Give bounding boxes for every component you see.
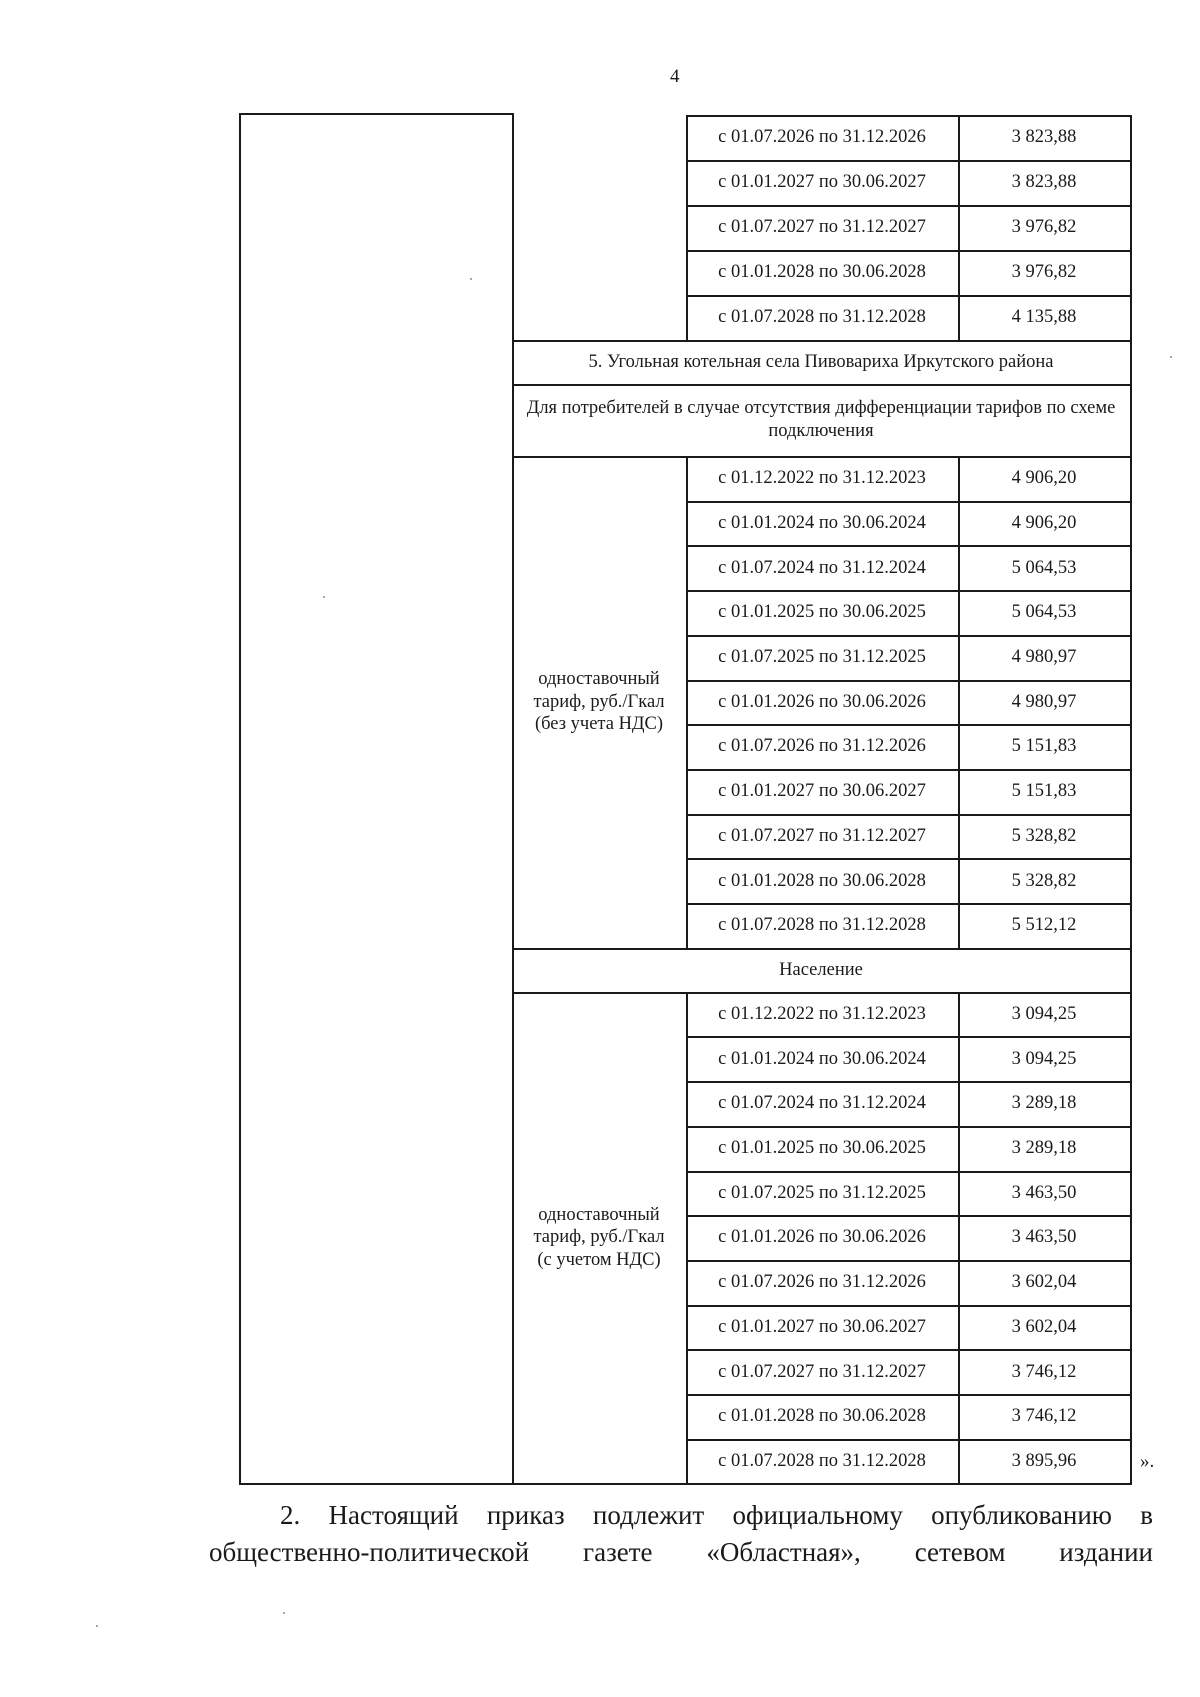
period-cell: с 01.01.2024 по 30.06.2024 [718, 1048, 926, 1069]
period-cell: с 01.07.2026 по 31.12.2026 [718, 736, 926, 757]
value-cell: 3 094,25 [1011, 1048, 1077, 1069]
period-cell: с 01.07.2028 по 31.12.2028 [718, 1450, 926, 1471]
value-cell: 5 151,83 [1011, 736, 1077, 757]
right-border [1130, 384, 1132, 456]
population-heading: Население [779, 959, 863, 980]
period-cell: с 01.01.2026 по 30.06.2026 [718, 1227, 926, 1248]
paragraph-2 [209, 1497, 1153, 1571]
consumers-heading: Для потребителей в случае отсутствия дифференциации тарифов по схеме подключения [526, 397, 1116, 441]
period-cell: с 01.01.2027 по 30.06.2027 [718, 781, 926, 802]
paragraph-line-1: 2. Настоящий приказ подлежит официальному опубликованию в [280, 1500, 1153, 1531]
right-border [1130, 948, 1132, 992]
scan-speck [1170, 356, 1172, 358]
period-cell: с 01.01.2025 по 30.06.2025 [718, 602, 926, 623]
period-cell: с 01.07.2027 по 31.12.2027 [718, 825, 926, 846]
period-cell: с 01.01.2028 по 30.06.2028 [718, 1406, 926, 1427]
scan-speck [470, 278, 472, 280]
bottom-border [239, 1483, 686, 1485]
period-cell: с 01.01.2028 по 30.06.2028 [718, 870, 926, 891]
period-cell: с 01.01.2025 по 30.06.2025 [718, 1138, 926, 1159]
right-border [1130, 992, 1132, 1484]
value-cell: 3 746,12 [1011, 1361, 1077, 1382]
period-cell: с 01.01.2028 по 30.06.2028 [718, 262, 926, 283]
tariff-label [512, 992, 686, 1484]
value-cell: 3 976,82 [1011, 217, 1077, 238]
paragraph-line-2: общественно-политической газете «Областная», сетевом издании [209, 1537, 1153, 1568]
scan-speck [323, 596, 325, 598]
tariff-label-line: одноставочный [538, 1204, 660, 1225]
value-cell: 3 976,82 [1011, 262, 1077, 283]
tariff-label-line: одноставочный [538, 669, 660, 689]
value-cell: 3 094,25 [1011, 1003, 1077, 1024]
value-cell: 5 064,53 [1011, 602, 1077, 623]
value-cell: 3 289,18 [1011, 1093, 1077, 1114]
value-cell: 4 135,88 [1011, 307, 1077, 328]
period-cell: с 01.01.2026 по 30.06.2026 [718, 691, 926, 712]
period-cell: с 01.07.2028 по 31.12.2028 [718, 915, 926, 936]
value-cell: 5 064,53 [1011, 557, 1077, 578]
period-cell: с 01.07.2026 по 31.12.2026 [718, 127, 926, 148]
period-cell: с 01.01.2027 по 30.06.2027 [718, 172, 926, 193]
value-cell: 3 463,50 [1011, 1182, 1077, 1203]
period-cell: с 01.07.2025 по 31.12.2025 [718, 1182, 926, 1203]
value-cell: 3 895,96 [1011, 1450, 1077, 1471]
period-cell: с 01.01.2027 по 30.06.2027 [718, 1316, 926, 1337]
period-cell: с 01.07.2024 по 31.12.2024 [718, 1093, 926, 1114]
value-cell: 4 906,20 [1011, 512, 1077, 533]
value-cell: 5 512,12 [1011, 915, 1077, 936]
value-cell: 4 906,20 [1011, 468, 1077, 489]
period-cell: с 01.07.2026 по 31.12.2026 [718, 1272, 926, 1293]
tariff-label-line: тариф, руб./Гкал [533, 691, 665, 712]
tariff-label [512, 456, 686, 948]
scan-speck [96, 1625, 98, 1627]
top-border [239, 113, 512, 115]
period-cell: с 01.12.2022 по 31.12.2023 [718, 468, 926, 489]
right-border [1130, 340, 1132, 384]
value-cell: 5 328,82 [1011, 825, 1077, 846]
closing-quote: ». [1140, 1450, 1155, 1472]
row-rule [686, 1483, 1132, 1485]
section-title: 5. Угольная котельная села Пивовариха Иркутского района [588, 351, 1054, 372]
right-border [1130, 115, 1132, 340]
period-cell: с 01.07.2027 по 31.12.2027 [718, 217, 926, 238]
value-cell: 3 463,50 [1011, 1227, 1077, 1248]
period-cell: с 01.01.2024 по 30.06.2024 [718, 512, 926, 533]
period-cell: с 01.07.2024 по 31.12.2024 [718, 557, 926, 578]
value-cell: 3 746,12 [1011, 1406, 1077, 1427]
value-cell: 3 289,18 [1011, 1138, 1077, 1159]
period-cell: с 01.12.2022 по 31.12.2023 [718, 1003, 926, 1024]
tariff-label-line: (без учета НДС) [534, 714, 664, 735]
value-cell: 3 823,88 [1011, 172, 1077, 193]
value-cell: 3 602,04 [1011, 1316, 1077, 1337]
value-cell: 5 328,82 [1011, 870, 1077, 891]
period-cell: с 01.07.2027 по 31.12.2027 [718, 1361, 926, 1382]
value-cell: 3 602,04 [1011, 1272, 1077, 1293]
left-column-border [239, 113, 241, 1484]
page-number: 4 [670, 66, 680, 87]
scan-speck [283, 1612, 285, 1614]
value-cell: 4 980,97 [1011, 691, 1077, 712]
period-cell: с 01.07.2025 по 31.12.2025 [718, 647, 926, 668]
value-cell: 4 980,97 [1011, 647, 1077, 668]
value-cell: 5 151,83 [1011, 781, 1077, 802]
right-border [1130, 456, 1132, 948]
tariff-label-line: (с учетом НДС) [537, 1249, 661, 1270]
value-cell: 3 823,88 [1011, 127, 1077, 148]
period-cell: с 01.07.2028 по 31.12.2028 [718, 307, 926, 328]
tariff-label-line: тариф, руб./Гкал [533, 1227, 665, 1248]
